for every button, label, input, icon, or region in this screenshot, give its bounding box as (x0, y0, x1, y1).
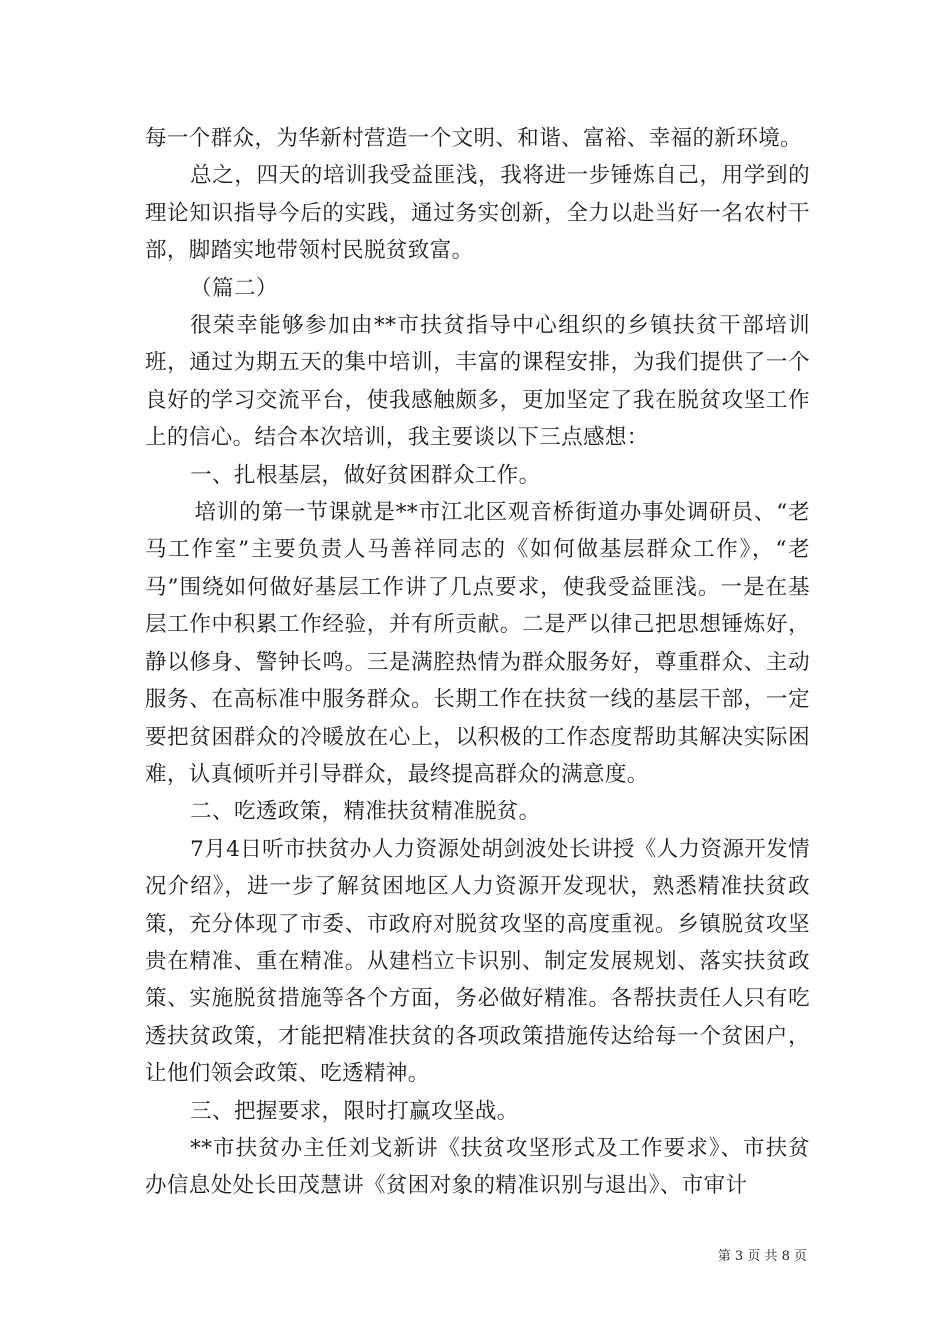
paragraph-continuation: 每一个群众，为华新村营造一个文明、和谐、富裕、幸福的新环境。 (145, 126, 803, 151)
document-body (145, 120, 810, 1205)
paragraph-intro: 很荣幸能够参加由**市扶贫指导中心组织的乡镇扶贫干部培训班，通过为期五天的集中培训，丰富的课程安排，为我们提供了一个良好的学习交流平台，使我感触颇多，更加坚定了我在脱贫攻坚工作上的信心。结合本次培训，我主要谈以下三点感想： (145, 313, 810, 451)
section-heading-three: 三、把握要求，限时打赢攻坚战。 (190, 1098, 519, 1124)
paragraph-section-one: 培训的第一节课就是**市江北区观音桥街道办事处调研员、“老马工作室”主要负责人马善祥同志的《如何做基层群众工作》，“老马”围绕如何做好基层工作讲了几点要求，使我受益匪浅。一是在基层工作中积累工作经验，并有所贡献。二是严以律己把思想锤炼好，静以修身、警钟长鸣。三是满腔热情为群众服务好，尊重群众、主动服务、在高标准中服务群众。长期工作在扶贫一线的基层干部，一定要把贫困群众的冷暖放在心上，以积极的工作态度帮助其解决实际困难，认真倾听并引导群众，最终提高群众的满意度。 (145, 500, 810, 787)
paragraph-section-three: **市扶贫办主任刘戈新讲《扶贫攻坚形式及工作要求》、市扶贫办信息处处长田茂慧讲《贫困对象的精准识别与退出》、市审计 (145, 1135, 810, 1199)
paragraph-section-two: 7月4日听市扶贫办人力资源处胡剑波处长讲授《人力资源开发情况介绍》，进一步了解贫困地区人力资源开发现状，熟悉精准扶贫政策，充分体现了市委、市政府对脱贫攻坚的高度重视。乡镇脱贫攻坚贵在精准、重在精准。从建档立卡识别、制定发展规划、落实扶贫政策、实施脱贫措施等各个方面，务必做好精准。各帮扶责任人只有吃透扶贫政策，才能把精准扶贫的各项政策措施传达给每一个贫困户，让他们领会政策、吃透精神。 (145, 836, 810, 1087)
page-number: 第 3 页 共 8 页 (717, 1249, 807, 1264)
section-heading-two: 二、吃透政策，精准扶贫精准脱贫。 (190, 799, 541, 825)
paragraph-summary: 总之，四天的培训我受益匪浅，我将进一步锤炼自己，用学到的理论知识指导今后的实践，通过务实创新，全力以赴当好一名农村干部，脚踏实地带领村民脱贫致富。 (145, 163, 810, 264)
section-heading-one: 一、扎根基层，做好贫困群众工作。 (190, 462, 541, 488)
section-heading-part-two: （篇二） (190, 275, 278, 301)
